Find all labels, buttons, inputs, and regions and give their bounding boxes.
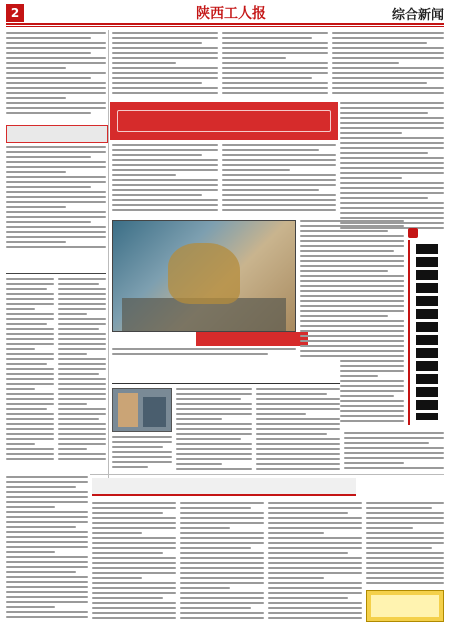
left-highlight-box bbox=[6, 125, 108, 143]
feature-photo bbox=[112, 220, 296, 332]
masthead-center bbox=[176, 4, 286, 22]
left-top-article bbox=[6, 32, 106, 122]
left-col-a bbox=[6, 278, 54, 468]
newspaper-name: 陕西工人报 bbox=[196, 6, 266, 22]
left-col-b bbox=[58, 278, 106, 468]
masthead-right bbox=[344, 4, 444, 22]
advertisement-inner bbox=[371, 595, 439, 617]
page-header bbox=[6, 4, 444, 22]
column-separator bbox=[108, 30, 109, 478]
bottom-separator bbox=[90, 474, 444, 475]
left-subhead bbox=[6, 262, 106, 274]
mid-lower-col-c bbox=[112, 436, 172, 476]
right-mid-article bbox=[340, 102, 444, 234]
photo-caption-text bbox=[112, 348, 296, 364]
banner-title bbox=[117, 110, 331, 132]
advertisement-box bbox=[366, 590, 444, 622]
section-marker-icon bbox=[408, 228, 418, 238]
vertical-title bbox=[416, 244, 438, 420]
header-rule-thin bbox=[6, 26, 444, 27]
right-top-article bbox=[332, 32, 444, 98]
left-mid-article bbox=[6, 146, 106, 256]
mid-lower-headline bbox=[112, 372, 340, 384]
right-lower-article bbox=[344, 432, 444, 476]
center-mid-article-b bbox=[222, 144, 336, 216]
mid-lower-col-b bbox=[256, 388, 340, 476]
vertical-feature-headline bbox=[408, 240, 442, 425]
bottom-col-b bbox=[180, 502, 264, 622]
header-rule bbox=[6, 23, 444, 25]
center-top-article-b bbox=[222, 32, 328, 98]
bottom-col-c bbox=[268, 502, 362, 622]
photo-caption-band bbox=[196, 332, 308, 346]
mid-lower-col-a bbox=[176, 388, 252, 476]
vertical-feature-article bbox=[340, 240, 404, 426]
bottom-col-d bbox=[366, 502, 444, 586]
left-bottom-article bbox=[6, 476, 88, 622]
center-mid-article-a bbox=[112, 144, 218, 216]
inline-photo bbox=[112, 388, 172, 432]
center-top-article-a bbox=[112, 32, 218, 98]
section-name: 综合新闻 bbox=[391, 7, 444, 23]
bottom-headline bbox=[92, 478, 356, 496]
main-banner-headline bbox=[110, 102, 338, 140]
photo-horse-sculpture bbox=[168, 243, 241, 304]
page-number: 2 bbox=[6, 4, 24, 22]
bottom-col-a bbox=[92, 502, 176, 622]
